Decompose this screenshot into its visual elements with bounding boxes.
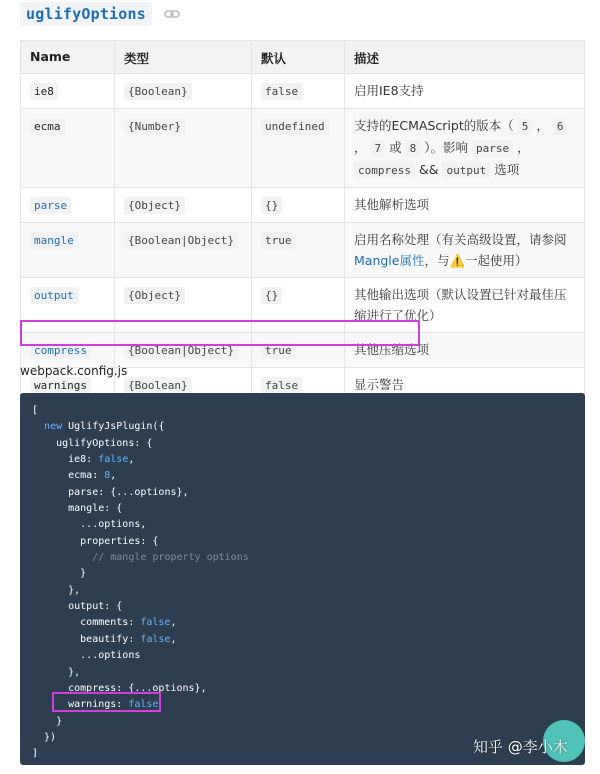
desc-text: 或 [389,140,402,155]
code-line: beautify: false, [32,633,177,645]
option-name-link[interactable]: parse [30,197,71,214]
option-default: {} [261,287,282,304]
cell-default [252,223,345,278]
desc-text: ， [536,118,549,133]
code-line: }, [32,666,81,678]
desc-text: 支持的ECMAScript的版本（ [354,118,514,133]
inline-code: output [442,162,490,179]
option-type: {Number} [124,118,185,135]
cell-name [21,109,115,188]
header-type: 类型 [115,41,252,74]
code-line: parse: {...options}, [32,486,189,498]
cell-name [21,188,115,223]
cell-description: 启用IE8支持 [345,74,585,109]
code-line: new UglifyJsPlugin({ [44,421,165,433]
option-type: {Boolean} [124,377,192,394]
table-row [21,109,585,188]
code-line: compress: {...options}, [32,682,207,694]
code-line: }) [32,731,57,743]
option-default: undefined [261,118,329,135]
inline-code: 8 [406,140,421,157]
inline-code: parse [472,140,513,157]
table-row [21,188,585,223]
option-name: warnings [30,377,91,394]
options-table [20,40,585,403]
watermark: 知乎 @李小木 [473,738,568,756]
desc-text: 启用名称处理（有关高级设置，请参阅 [354,232,567,247]
mangle-properties-link[interactable]: Mangle属性 [354,253,425,268]
cell-name [21,74,115,109]
option-name: ie8 [30,83,58,100]
cell-description: 其他解析选项 [345,188,585,223]
code-line: properties: { [32,535,159,547]
header-default: 默认 [252,41,345,74]
header-name: Name [21,41,115,74]
cell-name [21,333,115,368]
option-default: {} [261,197,282,214]
option-type: {Boolean|Object} [124,342,238,359]
section-heading [20,2,180,26]
inline-code: 5 [518,118,533,135]
code-line: uglifyOptions: { [32,437,153,449]
option-name-link[interactable]: mangle [30,232,78,249]
desc-text: ， [354,140,367,155]
code-line: } [32,568,87,580]
cell-default [252,278,345,333]
cell-type [115,74,252,109]
option-type: {Boolean|Object} [124,232,238,249]
cell-description [345,109,585,188]
option-default: true [261,232,296,249]
cell-default [252,333,345,368]
cell-description: 其他输出选项（默认设置已针对最佳压缩进行了优化） [345,278,585,333]
desc-text: ）。影响 [424,140,468,155]
desc-text: ，与⚠️一起使用） [424,253,528,268]
code-comment-line: // mangle property options [32,552,249,564]
option-type: {Object} [124,287,185,304]
option-default: false [261,83,302,100]
inline-code: 7 [371,140,386,157]
cell-default [252,188,345,223]
code-line: output: { [32,601,123,613]
cell-default [252,74,345,109]
option-name-link[interactable]: output [30,287,78,304]
table-row [21,223,585,278]
option-type: {Boolean} [124,83,192,100]
inline-code: compress [354,162,415,179]
code-line: mangle: { [32,503,123,515]
option-default: true [261,342,296,359]
heading-title: uglifyOptions [20,2,152,26]
cell-description: 显示警告 [345,368,585,403]
cell-type [115,109,252,188]
cell-name [21,278,115,333]
header-description: 描述 [345,41,585,74]
code-line: ie8: false, [32,454,135,466]
code-line: [ [32,405,39,416]
code-block [20,393,585,765]
cell-type [115,188,252,223]
desc-text: 选项 [494,162,520,177]
code-line: ...options, [32,519,147,531]
table-row [21,333,585,368]
table-header-row [21,41,585,74]
code-line: ...options [32,650,141,662]
table-row [21,74,585,109]
option-name-link[interactable]: compress [30,342,91,359]
option-type: {Object} [124,197,185,214]
desc-text: ， [517,140,530,155]
code-line: comments: false, [32,617,177,629]
cell-default [252,109,345,188]
option-default: false [261,377,302,394]
code-line: ] [32,748,39,760]
table-row [21,278,585,333]
desc-text: && [418,162,439,177]
cell-description [345,223,585,278]
code-line: } [32,715,63,727]
code-line: }, [32,584,81,596]
code-filename: webpack.config.js [20,364,128,378]
cell-type [115,223,252,278]
cell-type [115,278,252,333]
cell-type [115,333,252,368]
option-name: ecma [30,118,65,135]
code-line: ecma: 8, [32,470,117,482]
link-icon[interactable] [164,9,180,19]
inline-code: 6 [553,118,568,135]
code-line: warnings: false [32,699,159,711]
cell-description: 其他压缩选项 [345,333,585,368]
cell-name [21,223,115,278]
